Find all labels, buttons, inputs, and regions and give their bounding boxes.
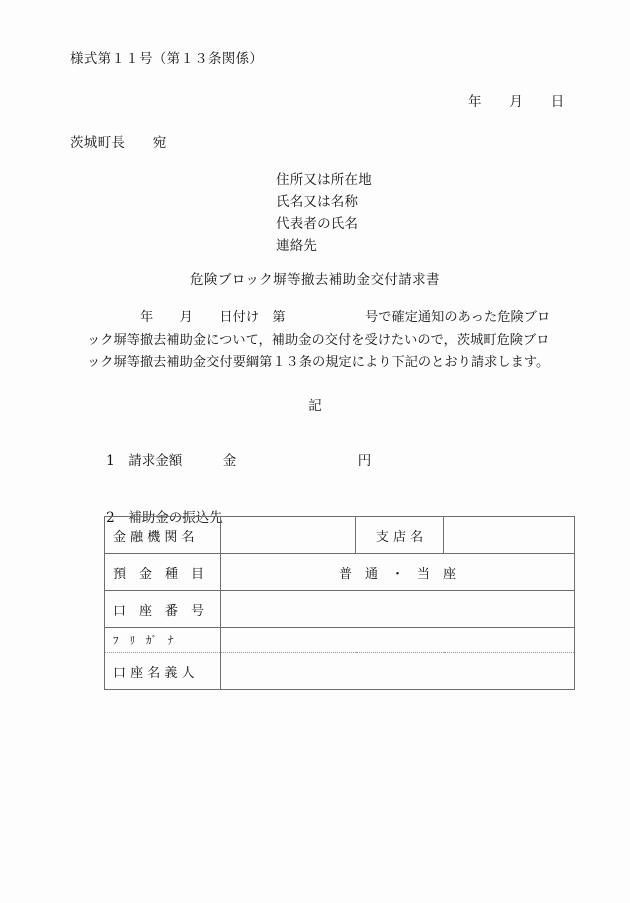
cell-financial-institution-label: 金 融 機 関 名 <box>105 517 221 554</box>
item-2-label: 補助金の振込先 <box>128 510 223 526</box>
body-line-2: ック塀等撤去補助金について，補助金の交付を受けたいので，茨城町危険ブロ <box>87 332 550 348</box>
bank-account-table <box>104 516 575 690</box>
cell-deposit-type-label: 預 金 種 目 <box>105 554 221 591</box>
document-title: 危険ブロック塀等撤去補助金交付請求書 <box>190 272 440 288</box>
cell-furigana-label: ﾌ ﾘ ｶﾞ ﾅ <box>105 628 221 653</box>
body-line-1: 年 月 日付け 第 号で確定通知のあった危険ブロ <box>87 310 551 325</box>
applicant-info-block <box>276 169 372 257</box>
item-1-currency-suffix: 円 <box>357 453 372 469</box>
cell-account-number-label: 口 座 番 号 <box>105 591 221 628</box>
cell-financial-institution-value[interactable] <box>221 517 356 554</box>
table-row-furigana <box>105 628 575 653</box>
applicant-contact-label: 連絡先 <box>276 238 318 254</box>
applicant-name-label: 氏名又は名称 <box>276 194 359 210</box>
item-1-amount-blank <box>236 453 358 469</box>
item-1-claim-amount <box>89 433 371 485</box>
item-1-number: 1 <box>106 453 115 469</box>
body-paragraph <box>87 307 551 375</box>
item-1-gap-1 <box>115 453 129 469</box>
cell-account-holder-label: 口 座 名 義 人 <box>105 653 221 690</box>
cell-branch-value[interactable] <box>444 517 575 554</box>
form-number: 様式第１１号（第１３条関係） <box>70 51 264 67</box>
table-row-financial-institution <box>105 517 575 554</box>
item-1-label: 請求金額 <box>128 453 183 469</box>
cell-deposit-type-value[interactable]: 普 通 ・ 当 座 <box>221 554 575 591</box>
table-row-account-holder <box>105 653 575 690</box>
table-row-account-number <box>105 591 575 628</box>
body-line-3: ック塀等撤去補助金交付要綱第１３条の規定により下記のとおり請求します。 <box>87 355 550 370</box>
table-row-deposit-type <box>105 554 575 591</box>
cell-account-number-value[interactable] <box>221 591 575 628</box>
date-line: 年 月 日 <box>468 94 565 110</box>
applicant-address-label: 住所又は所在地 <box>276 172 372 188</box>
ki-mark: 記 <box>308 398 322 414</box>
item-1-currency-prefix: 金 <box>222 453 237 469</box>
addressee-line: 茨城町長 宛 <box>70 135 167 151</box>
applicant-representative-label: 代表者の氏名 <box>276 216 359 232</box>
cell-branch-label: 支 店 名 <box>356 517 444 554</box>
cell-account-holder-value[interactable] <box>221 653 575 690</box>
item-1-gap-2 <box>182 453 223 469</box>
cell-furigana-value[interactable] <box>221 628 575 653</box>
item-2-number: 2 <box>106 510 115 526</box>
